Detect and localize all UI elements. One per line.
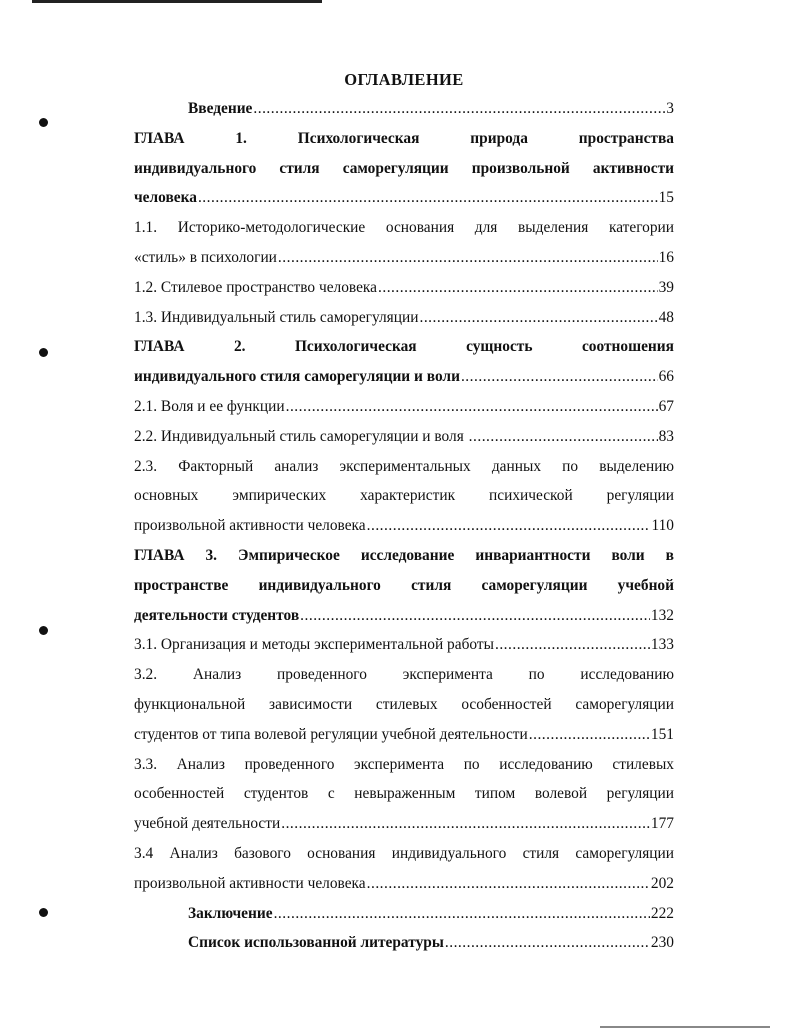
toc-entry-section-3-4[interactable]: произвольной активности человека ..... 202 (134, 869, 674, 899)
toc-entry-section-1-3[interactable]: 1.3. Индивидуальный стиль саморегуляции ..... 48 (134, 303, 674, 333)
toc-entry-section-3-4[interactable]: 3.4 Анализ базового основания индивидуального стиля саморегуляции (134, 844, 674, 862)
page-number: 151 (650, 725, 674, 743)
toc-entry-section-3-1[interactable]: 3.1. Организация и методы экспериментальной работы ..... 133 (134, 630, 674, 660)
toc-entry-chapter-3[interactable]: ГЛАВА 3. Эмпирическое исследование инвариантности воли в (134, 546, 674, 564)
toc-entry-section-3-3[interactable]: учебной деятельности ..... 177 (134, 809, 674, 839)
page-number: 230 (650, 934, 674, 952)
margin-dot (39, 908, 48, 917)
toc-entry-chapter-2[interactable]: индивидуального стиля саморегуляции и воли ..... 66 (134, 362, 674, 392)
toc-entry-chapter-1[interactable]: ГЛАВА 1. Психологическая природа пространства (134, 129, 674, 147)
page-number: 16 (658, 248, 674, 266)
margin-dot (39, 626, 48, 635)
toc-entry-section-3-2[interactable]: функциональной зависимости стилевых особенностей саморегуляции (134, 695, 674, 713)
page-number: 3 (666, 100, 674, 117)
toc-entry-section-2-3[interactable]: 2.3. Факторный анализ экспериментальных данных по выделению (134, 457, 674, 475)
toc-entry-chapter-3[interactable]: деятельности студентов ..... 132 (134, 601, 674, 631)
toc-entry-references[interactable]: Список использованной литературы ..... 230 (134, 928, 674, 958)
page-number: 39 (658, 278, 674, 296)
page-number: 66 (658, 368, 674, 386)
toc-entry-section-2-1[interactable]: 2.1. Воля и ее функции ..... 67 (134, 392, 674, 422)
toc-entry-chapter-3[interactable]: пространстве индивидуального стиля саморегуляции учебной (134, 576, 674, 594)
toc-entry-section-2-3[interactable]: основных эмпирических характеристик психической регуляции (134, 487, 674, 505)
page-number: 67 (658, 397, 674, 415)
toc-entry-section-1-1[interactable]: «стиль» в психологии ..... 16 (134, 243, 674, 273)
table-of-contents (134, 66, 674, 958)
toc-entry-section-3-3[interactable]: особенностей студентов с невыраженным типом волевой регуляции (134, 785, 674, 803)
page-number: 110 (651, 517, 674, 535)
toc-entry-section-2-3[interactable]: произвольной активности человека ..... 110 (134, 511, 674, 541)
page-number: 133 (650, 636, 674, 654)
page-number: 177 (650, 815, 674, 833)
toc-heading: ОГЛАВЛЕНИЕ (344, 70, 464, 89)
toc-entry-chapter-1[interactable]: человека ..... 15 (134, 183, 674, 213)
toc-entry-section-1-1[interactable]: 1.1. Историко-методологические основания для выделения категории (134, 219, 674, 237)
toc-entry-section-3-3[interactable]: 3.3. Анализ проведенного эксперимента по исследованию стилевых (134, 755, 674, 773)
toc-entry-section-1-2[interactable]: 1.2. Стилевое пространство человека ..... 39 (134, 273, 674, 303)
toc-entry-chapter-1[interactable]: индивидуального стиля саморегуляции произвольной активности (134, 159, 674, 177)
page-number: 48 (658, 308, 674, 326)
scan-top-rule (32, 0, 322, 3)
toc-entry-introduction[interactable]: Введение ..... 3 (134, 94, 674, 124)
toc-entry-section-3-2[interactable]: 3.2. Анализ проведенного эксперимента по исследованию (134, 666, 674, 684)
margin-dot (39, 118, 48, 127)
page-number: 15 (658, 189, 674, 207)
page-number: 222 (650, 904, 674, 922)
page-number: 202 (650, 874, 674, 892)
toc-entry-section-3-2[interactable]: студентов от типа волевой регуляции учебной деятельности ..... 151 (134, 720, 674, 750)
page-number: 132 (650, 606, 674, 624)
toc-entry-conclusion[interactable]: Заключение ..... 222 (134, 899, 674, 929)
toc-entry-chapter-2[interactable]: ГЛАВА 2. Психологическая сущность соотношения (134, 338, 674, 356)
toc-entry-section-2-2[interactable]: 2.2. Индивидуальный стиль саморегуляции и воля ..... 83 (134, 422, 674, 452)
page-number: 83 (658, 427, 674, 445)
scan-bottom-rule (600, 1026, 770, 1028)
margin-dot (39, 348, 48, 357)
